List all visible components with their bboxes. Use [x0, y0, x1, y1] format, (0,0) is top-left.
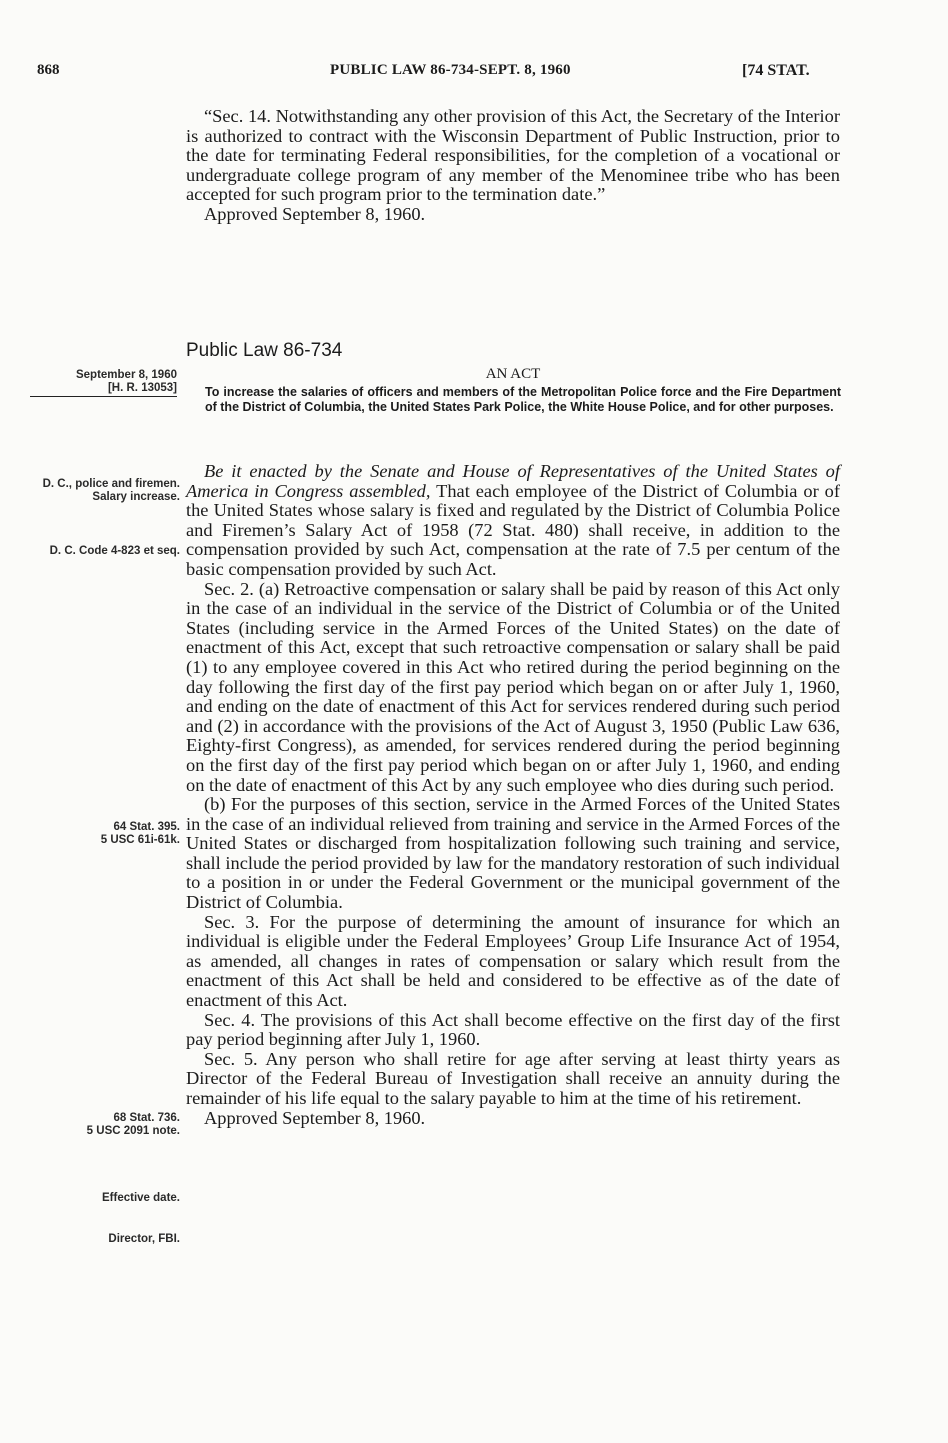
margin-stat-736-text: 68 Stat. 736. [113, 1112, 180, 1124]
margin-usc-2091: 5 USC 2091 note. [86, 1125, 180, 1137]
sec14-paragraph [186, 107, 840, 205]
margin-date-block [30, 369, 177, 397]
preceding-section [186, 107, 840, 225]
preceding-approved: Approved September 8, 1960. [204, 203, 426, 224]
margin-dc-police-text: D. C., police and firemen. [42, 478, 180, 490]
margin-dc-police [30, 478, 180, 504]
margin-stat-395 [30, 821, 180, 847]
margin-date: September 8, 1960 [75, 369, 177, 381]
page-number: 868 [37, 62, 60, 78]
act-description: To increase the salaries of officers and members of the Metropolitan Police force and the Fire Department of the District of Columbia, the United States Park Police, the White House Police, and for other purposes. [205, 385, 841, 414]
enacting-clause: Be it enacted by the Senate and House of Representatives of the United States of America in Congress assembled, [186, 461, 840, 501]
sec4-label: Sec. 4. [204, 1009, 256, 1030]
margin-bill: [H. R. 13053] [30, 382, 177, 397]
margin-effective-date: Effective date. [102, 1192, 180, 1204]
sec3-label: Sec. 3. [204, 911, 260, 932]
section-5 [186, 1050, 840, 1109]
sec4-text: The provisions of this Act shall become effective on the first day of the first pay period beginning after July 1, 1960. [186, 1009, 840, 1050]
section-2b: (b) For the purposes of this section, service in the Armed Forces of the United States in the case of an individual relieved from training and service in the Armed Forces of the United States or discharged from hospitalization following such training and service, shall include the period provided by law for the mandatory restoration of such individual to a position in or under the Federal Government or the municipal government of the District of Columbia. [186, 794, 840, 913]
margin-stat-395-text: 64 Stat. 395. [113, 821, 180, 833]
sec14-label: “Sec. 14. [204, 106, 271, 126]
law-approved: Approved September 8, 1960. [204, 1107, 426, 1128]
section-2a [186, 580, 840, 796]
running-title: PUBLIC LAW 86-734-SEPT. 8, 1960 [330, 62, 571, 78]
volume-label: [74 STAT. [742, 62, 810, 79]
law-title: Public Law 86-734 [186, 340, 343, 361]
sec2a-text: (a) Retroactive compensation or salary shall be paid by reason of this Act only in the case of an individual in the service of the District of Columbia or of the United States (including service in the Armed Forces of the United States) on the date of enactment of this Act, except that such retroactive compensation or salary shall be paid (1) to any employee covered in this Act who retired during the period beginning on the day following the first day of the first pay period which began on or after July 1, 1960, and ending on the date of enactment of this Act for services rendered during such period and (2) in accordance with the provisions of the Act of August 3, 1950 (Public Law 636, Eighty-first Congress), as amended, for services rendered during the period beginning on the first day of the first pay period which began on or after July 1, 1960, and ending on the date of enactment of this Act by any such employee who dies during such period. [186, 578, 840, 795]
sec1-text: That each employee of the District of Columbia or of the United States whose salary is fixed and regulated by the District of Columbia Police and Firemen’s Salary Act of 1958 (72 Stat. 480) shall receive, in addition to the compensation provided by such Act, compensation at the rate of 7.5 per centum of the basic compensation provided by such Act. [186, 480, 840, 579]
margin-dc-code: D. C. Code 4-823 et seq. [49, 545, 180, 557]
section-1 [186, 462, 840, 580]
sec14-text: Notwithstanding any other provision of this Act, the Secretary of the Interior is authorized to contract with the Wisconsin Department of Public Instruction, prior to the date for terminating Federal responsibilities, for the completion of a vocational or undergraduate college program of any member of the Menominee tribe who has been accepted for such program prior to the termination date.” [186, 106, 840, 205]
sec5-label: Sec. 5. [204, 1048, 258, 1069]
margin-salary-increase: Salary increase. [92, 491, 180, 503]
sec3-text: For the purpose of determining the amount of insurance for which an individual is eligible under the Federal Employees’ Group Life Insurance Act of 1954, as amended, all changes in rates of compensation or salary which result from the enactment of this Act shall be held and considered to be effective as of the date of enactment of this Act. [186, 911, 840, 1011]
margin-stat-736 [30, 1112, 180, 1138]
sec5-text: Any person who shall retire for age after serving at least thirty years as Director of the Federal Bureau of Investigation shall receive an annuity during the remainder of his life equal to the salary payable to him at the time of his retirement. [186, 1048, 840, 1108]
an-act-heading: AN ACT [485, 366, 541, 382]
margin-director-fbi: Director, FBI. [108, 1233, 180, 1245]
law-body [186, 462, 840, 1128]
sec2-label: Sec. 2. [204, 578, 254, 599]
section-3 [186, 913, 840, 1011]
margin-usc-61: 5 USC 61i-61k. [100, 834, 180, 846]
section-4 [186, 1011, 840, 1050]
